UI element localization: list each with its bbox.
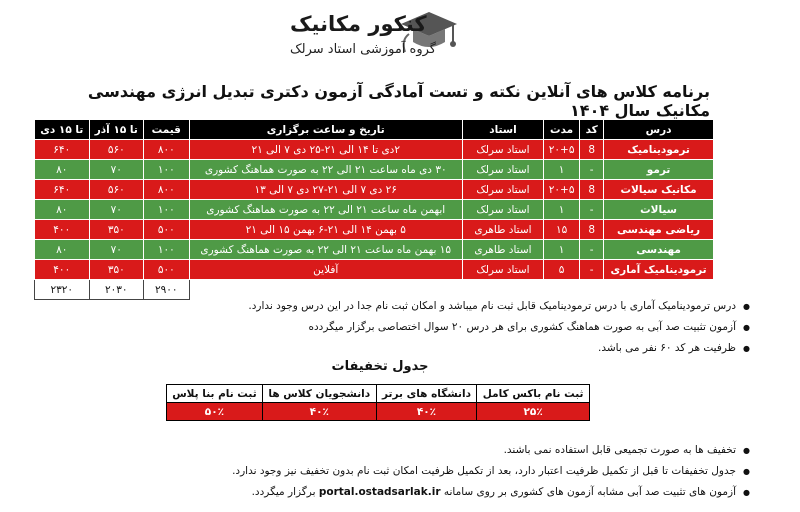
header-teacher: استاد — [462, 120, 543, 140]
note-text: آزمون های تثبیت صد آبی مشابه آزمون های کشوری بر روی سامانه — [443, 486, 736, 498]
cell-date: ۱۵ بهمن ماه ساعت ۲۱ الی ۲۲ به صورت هماهنگ کشوری — [189, 240, 462, 260]
cell-duration: ۲۰+۵ — [544, 140, 580, 160]
cell-code: - — [580, 240, 604, 260]
cell-duration: ۱ — [544, 200, 580, 220]
page-title: برنامه کلاس های آنلاین نکته و تست آمادگی آزمون دکتری تبدیل انرژی مهندسی مکانیک سال ۱۴۰۴ — [87, 82, 710, 120]
table-row — [35, 220, 714, 240]
portal-link[interactable]: portal.ostadsarlak.ir — [318, 486, 441, 498]
note-item-portal — [60, 482, 750, 503]
cell-price: ۱۰۰ — [144, 240, 190, 260]
notes-list — [60, 296, 750, 359]
logo-name: کنکور مکانیک — [290, 12, 427, 36]
discount-header: دانشجویان کلاس ها — [262, 385, 376, 403]
total-price: ۲۹۰۰ — [144, 280, 190, 300]
total-price-azar: ۲۰۳۰ — [89, 280, 143, 300]
table-row — [35, 260, 714, 280]
cell-course: مکانیک سیالات — [604, 180, 714, 200]
schedule-header-row — [35, 120, 714, 140]
cell-teacher: استاد سرلک — [462, 180, 543, 200]
header-date: تاریخ و ساعت برگزاری — [189, 120, 462, 140]
cell-price-dey: ۶۴۰ — [35, 140, 90, 160]
cell-date: ۲۶ دی ۷ الی ۲۱-۲۷ دی ۷ الی ۱۳ — [189, 180, 462, 200]
note-item: ● آزمون تثبیت صد آبی به صورت هماهنگ کشوری برای هر درس ۲۰ سوال اختصاصی برگزار میگردده — [60, 317, 750, 338]
cell-teacher: استاد سرلک — [462, 140, 543, 160]
cell-date: آفلاین — [189, 260, 462, 280]
cell-price-azar: ۵۶۰ — [89, 180, 143, 200]
cell-price-azar: ۵۶۰ — [89, 140, 143, 160]
cell-price-dey: ۴۰۰ — [35, 220, 90, 240]
cell-teacher: استاد سرلک — [462, 200, 543, 220]
table-row — [35, 200, 714, 220]
cell-duration: ۱ — [544, 240, 580, 260]
cell-code: 8 — [580, 140, 604, 160]
cell-course: ترمو — [604, 160, 714, 180]
cell-course: ریاضی مهندسی — [604, 220, 714, 240]
cell-teacher: استاد سرلک — [462, 160, 543, 180]
cell-teacher: استاد سرلک — [462, 260, 543, 280]
cell-teacher: استاد طاهری — [462, 240, 543, 260]
cell-course: ترمودینامیک — [604, 140, 714, 160]
cell-date: ابهمن ماه ساعت ۲۱ الی ۲۲ به صورت هماهنگ کشوری — [189, 200, 462, 220]
cell-price-dey: ۴۰۰ — [35, 260, 90, 280]
discounts-header-row — [167, 385, 590, 403]
discounts-table — [166, 384, 590, 421]
cell-code: 8 — [580, 220, 604, 240]
cell-price-azar: ۷۰ — [89, 240, 143, 260]
note-item: ● درس ترمودینامیک آماری با درس ترمودینامیک قابل ثبت نام میباشد و امکان ثبت نام جدا در این درس وجود ندارد. — [60, 296, 750, 317]
cell-price: ۵۰۰ — [144, 260, 190, 280]
table-row — [35, 160, 714, 180]
cell-date: ۵ بهمن ۱۴ الی ۲۱-۶ بهمن ۱۵ الی ۲۱ — [189, 220, 462, 240]
cell-price: ۱۰۰ — [144, 200, 190, 220]
header-duration: مدت — [544, 120, 580, 140]
cell-date: ۲دی تا ۱۴ الی ۲۱-۲۵ دی ۷ الی ۲۱ — [189, 140, 462, 160]
logo-subtitle: گروه آموزشی استاد سرلک — [290, 42, 436, 57]
table-row — [35, 140, 714, 160]
header — [0, 0, 800, 72]
note-text: برگزار میگردد. — [251, 486, 316, 498]
cell-price-dey: ۶۴۰ — [35, 180, 90, 200]
cell-price-dey: ۸۰ — [35, 200, 90, 220]
discount-header: ثبت نام بنا پلاس — [167, 385, 263, 403]
discount-header: ثبت نام باکس کامل — [477, 385, 590, 403]
table-row — [35, 240, 714, 260]
header-code: کد — [580, 120, 604, 140]
cell-duration: ۲۰+۵ — [544, 180, 580, 200]
header-price: قیمت — [144, 120, 190, 140]
cell-price: ۱۰۰ — [144, 160, 190, 180]
cell-course: مهندسی — [604, 240, 714, 260]
cell-code: 8 — [580, 180, 604, 200]
discount-notes-list — [60, 440, 750, 503]
cell-duration: ۱ — [544, 160, 580, 180]
cell-price: ۸۰۰ — [144, 140, 190, 160]
cell-date: ۳۰ دی ماه ساعت ۲۱ الی ۲۲ به صورت هماهنگ کشوری — [189, 160, 462, 180]
cell-duration: ۱۵ — [544, 220, 580, 240]
cell-price-dey: ۸۰ — [35, 240, 90, 260]
cell-price-azar: ۳۵۰ — [89, 220, 143, 240]
cell-code: - — [580, 160, 604, 180]
total-price-dey: ۲۳۲۰ — [35, 280, 90, 300]
note-item: ● جدول تخفیفات تا قبل از تکمیل ظرفیت اعتبار دارد، بعد از تکمیل ظرفیت امکان ثبت نام بدون تخفیف نیز وجود ندارد. — [60, 461, 750, 482]
discount-value: ۴۰٪ — [376, 403, 477, 421]
cell-course: ترمودینامیک آماری — [604, 260, 714, 280]
note-item: ● تخفیف ها به صورت تجمیعی قابل استفاده نمی باشند. — [60, 440, 750, 461]
cell-course: سیالات — [604, 200, 714, 220]
cell-teacher: استاد طاهری — [462, 220, 543, 240]
schedule-table — [34, 119, 714, 300]
cell-code: - — [580, 260, 604, 280]
header-course: درس — [604, 120, 714, 140]
header-price-dey: تا ۱۵ دی — [35, 120, 90, 140]
cell-price: ۸۰۰ — [144, 180, 190, 200]
header-price-azar: تا ۱۵ آذر — [89, 120, 143, 140]
note-item: ● ظرفیت هر کد ۶۰ نفر می باشد. — [60, 338, 750, 359]
discount-value: ۴۰٪ — [262, 403, 376, 421]
discounts-value-row — [167, 403, 590, 421]
cell-price: ۵۰۰ — [144, 220, 190, 240]
discount-value: ۲۵٪ — [477, 403, 590, 421]
cell-price-azar: ۷۰ — [89, 200, 143, 220]
table-row — [35, 180, 714, 200]
discount-value: ۵۰٪ — [167, 403, 263, 421]
discounts-title: جدول تخفیفات — [331, 359, 429, 374]
cell-code: - — [580, 200, 604, 220]
discount-header: دانشگاه های برتر — [376, 385, 477, 403]
cell-duration: ۵ — [544, 260, 580, 280]
cell-price-dey: ۸۰ — [35, 160, 90, 180]
cell-price-azar: ۳۵۰ — [89, 260, 143, 280]
cell-price-azar: ۷۰ — [89, 160, 143, 180]
